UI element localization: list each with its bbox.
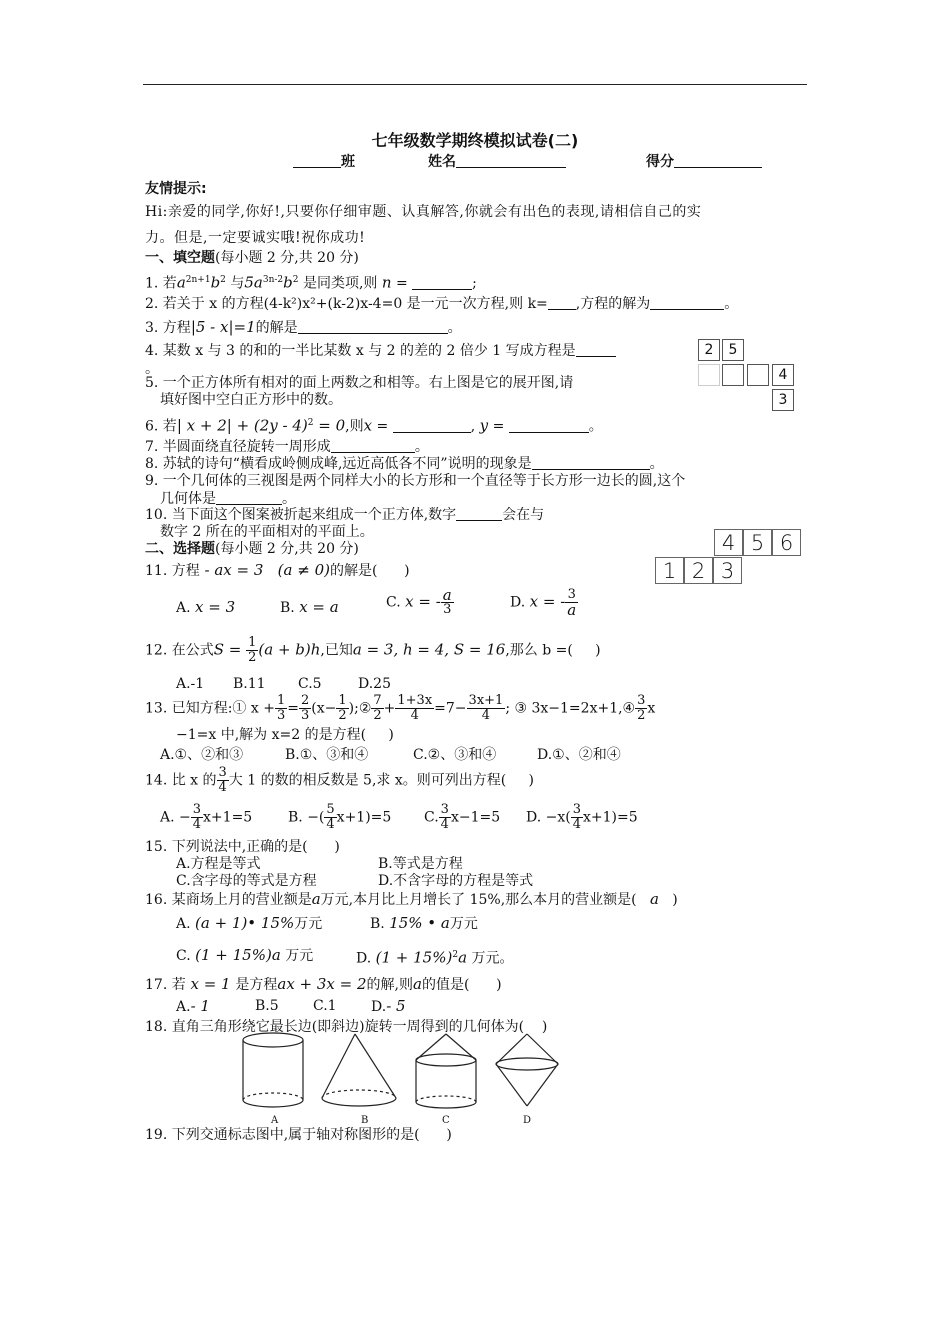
net2-cell: 4	[714, 529, 743, 556]
tips-heading: 友情提示:	[145, 181, 207, 197]
option-13-c[interactable]: C.②、③和④	[413, 747, 497, 763]
net1-cell-blank[interactable]	[747, 364, 769, 386]
question-9-cont: 几何体是 。	[160, 491, 296, 507]
option-12-c[interactable]: C.5	[298, 676, 322, 692]
option-17-b[interactable]: B.5	[255, 998, 279, 1014]
question-19: 19. 下列交通标志图中,属于轴对称图形的是( )	[145, 1127, 452, 1143]
answer-blank[interactable]	[548, 295, 576, 310]
score-blank[interactable]	[674, 153, 762, 168]
question-2: 2. 若关于 x 的方程(4-k²)x²+(k-2)x-4=0 是一元一次方程,则 k= ,方程的解为 。	[145, 296, 739, 312]
class-blank[interactable]	[293, 153, 341, 168]
solid-d-double-cone	[496, 1034, 558, 1106]
class-field: 班	[293, 153, 355, 171]
option-11-d[interactable]: D. x = - $\frac{3}{a}$	[510, 587, 577, 619]
question-4: 4. 某数 x 与 3 的和的一半比某数 x 与 2 的差的 2 倍少 1 写成方程是	[145, 342, 616, 360]
answer-blank[interactable]	[509, 418, 589, 433]
option-16-c[interactable]: C. (1 + 15%)a 万元	[176, 946, 314, 964]
net1-cell	[698, 364, 720, 386]
net2-cell: 6	[772, 529, 801, 556]
answer-blank[interactable]	[393, 418, 471, 433]
score-field: 得分	[646, 153, 762, 171]
answer-blank[interactable]	[216, 490, 282, 505]
solid-b-cone	[322, 1034, 396, 1106]
section2-heading: 二、选择题(每小题 2 分,共 20 分)	[145, 541, 359, 557]
question-10-cont: 数字 2 所在的平面相对的平面上。	[160, 524, 374, 540]
option-11-b[interactable]: B. x = a	[280, 598, 339, 616]
solids-figure	[230, 1030, 570, 1125]
option-13-a[interactable]: A.①、②和③	[160, 747, 244, 763]
name-field: 姓名	[428, 153, 566, 171]
answer-blank[interactable]	[412, 275, 472, 290]
option-14-a[interactable]: A. − $\frac{3}{4}$ x+1=5	[160, 802, 253, 832]
answer-blank[interactable]	[298, 319, 448, 334]
option-17-d[interactable]: D.- 5	[371, 997, 406, 1015]
question-13-cont: −1=x 中,解为 x=2 的是方程( )	[176, 727, 394, 743]
question-13: 13. 已知方程:① x + $\frac{1}{3}$ = $\frac{2}{3}$ (x− $\frac{1}{2}$ );② $\frac{7}{2}$ + $\frac{1+3x}{4}$ =7− $\frac{3x+1}{4}$ ; ③ 3x−1=2x+1,④ $\frac{3}{2}$ x	[145, 693, 656, 723]
net1-cell: 3	[772, 389, 794, 411]
name-blank[interactable]	[456, 153, 566, 168]
net1-cell: 5	[722, 339, 744, 361]
net1-cell-blank[interactable]	[722, 364, 744, 386]
option-13-d[interactable]: D.①、②和④	[537, 747, 621, 763]
option-14-c[interactable]: C. $\frac{3}{4}$ x−1=5	[424, 802, 501, 832]
question-5-cont: 填好图中空白正方形中的数。	[160, 392, 342, 408]
net2-cell: 2	[684, 557, 713, 584]
answer-blank[interactable]	[456, 506, 502, 521]
question-10: 10. 当下面这个图案被折起来组成一个正方体,数字 会在与	[145, 507, 545, 523]
option-16-d[interactable]: D. $(1 + 15\%)^2a$ 万元。	[356, 948, 514, 967]
tips-text: Hi:亲爱的同学,你好!,只要你仔细审题、认真解答,你就会有出色的表现,请相信自己的实 力。但是,一定要诚实哦!祝你成功!	[145, 204, 702, 246]
option-14-b[interactable]: B. −( $\frac{5}{4}$ x+1)=5	[288, 802, 392, 832]
option-16-b[interactable]: B. 15% • a万元	[370, 914, 478, 932]
question-3: 3. 方程|5 - x|=1的解是 。	[145, 318, 462, 336]
option-17-a[interactable]: A.- 1	[176, 997, 210, 1015]
question-4-end: 。	[145, 361, 159, 377]
question-17: 17. 若 x = 1 是方程ax + 3x = 2的解,则a的值是( )	[145, 975, 502, 993]
solid-c-cone-cylinder	[416, 1034, 476, 1108]
option-15-c[interactable]: C.含字母的等式是方程	[176, 873, 317, 889]
solid-label: A	[271, 1115, 279, 1126]
option-13-b[interactable]: B.①、③和④	[285, 747, 369, 763]
option-15-a[interactable]: A.方程是等式	[176, 856, 261, 872]
question-16: 16. 某商场上月的营业额是a万元,本月比上月增长了 15%,那么本月的营业额是( a )	[145, 890, 678, 908]
option-14-d[interactable]: D. −x( $\frac{3}{4}$ x+1)=5	[526, 802, 638, 832]
question-12: 12. 在公式S = $\frac{1}{2}$ (a + b)h,已知a = 3, h = 4, S = 16,那么 b =( )	[145, 635, 601, 665]
solid-label: D	[523, 1115, 532, 1126]
answer-blank[interactable]	[650, 295, 724, 310]
question-15: 15. 下列说法中,正确的是( )	[145, 839, 340, 855]
net2-cell: 3	[713, 557, 742, 584]
net1-cell: 4	[772, 364, 794, 386]
solid-label: B	[361, 1115, 369, 1126]
solid-label: C	[442, 1115, 450, 1126]
exam-title: 七年级数学期终模拟试卷(二)	[371, 131, 579, 150]
answer-blank[interactable]	[331, 438, 415, 453]
answer-blank[interactable]	[576, 342, 616, 357]
question-6: 6. 若| x + 2| + (2y - 4)$^2$ = 0,则x = , y = 。	[145, 416, 603, 435]
option-11-a[interactable]: A. x = 3	[176, 598, 236, 616]
option-15-b[interactable]: B.等式是方程	[378, 856, 463, 872]
question-11: 11. 方程 - ax = 3 (a ≠ 0)的解是( )	[145, 561, 410, 579]
option-16-a[interactable]: A. (a + 1)• 15%万元	[176, 914, 323, 932]
net1-cell: 2	[698, 339, 720, 361]
option-12-a[interactable]: A.-1	[176, 676, 205, 692]
question-7: 7. 半圆面绕直径旋转一周形成 。	[145, 439, 429, 455]
answer-blank[interactable]	[532, 455, 650, 470]
net2-cell: 5	[743, 529, 772, 556]
option-12-b[interactable]: B.11	[233, 676, 266, 692]
section1-heading: 一、填空题(每小题 2 分,共 20 分)	[145, 250, 359, 266]
option-15-d[interactable]: D.不含字母的方程是等式	[378, 873, 534, 889]
question-1: 1. 若$a^{2n+1}b^2$ 与$5a^{3n-2}b^2$ 是同类项,则 n = ;	[145, 273, 477, 292]
solid-a-cylinder	[243, 1033, 303, 1107]
question-5: 5. 一个正方体所有相对的面上两数之和相等。右上图是它的展开图,请	[145, 375, 574, 391]
question-14: 14. 比 x 的 $\frac{3}{4}$ 大 1 的数的相反数是 5,求 x。则可列出方程( )	[145, 765, 534, 795]
question-8: 8. 苏轼的诗句“横看成岭侧成峰,远近高低各不同”说明的现象是 。	[145, 456, 664, 472]
option-11-c[interactable]: C. x = - $\frac{a}{3}$	[386, 586, 452, 617]
question-9: 9. 一个几何体的三视图是两个同样大小的长方形和一个直径等于长方形一边长的圆,这个	[145, 473, 686, 489]
net2-cell: 1	[655, 557, 684, 584]
option-17-c[interactable]: C.1	[313, 998, 337, 1014]
question-18: 18. 直角三角形绕它最长边(即斜边)旋转一周得到的几何体为( )	[145, 1019, 548, 1035]
option-12-d[interactable]: D.25	[358, 676, 391, 692]
header-rule	[143, 84, 807, 85]
